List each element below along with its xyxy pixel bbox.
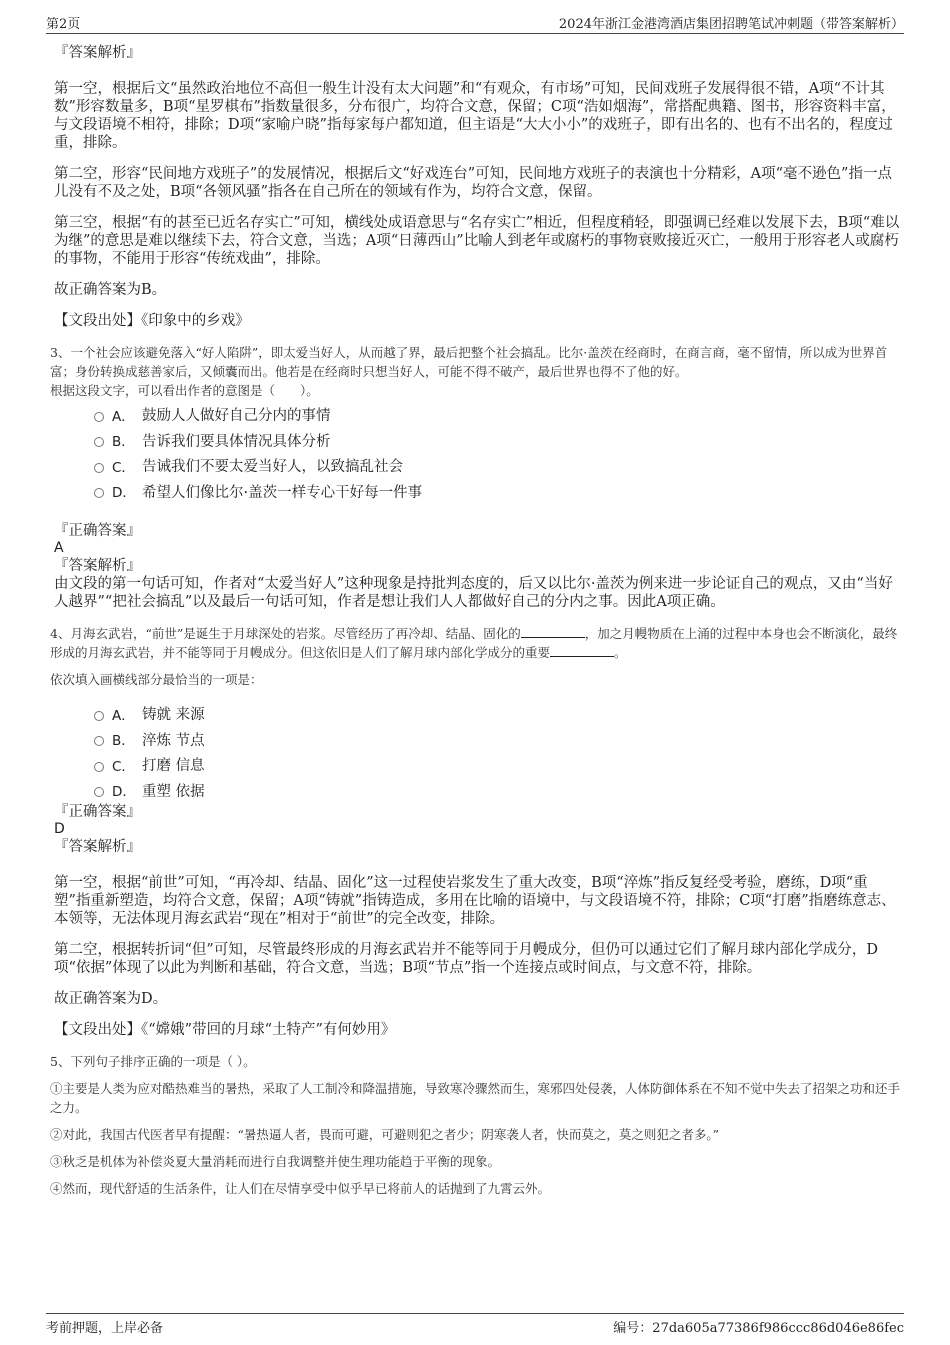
q5-stem: 5、下列句子排序正确的一项是（ ）。 (50, 1054, 256, 1069)
q4-analysis-para2: 第二空，根据转折词“但”可知，尽管最终形成的月海玄武岩并不能等同于月幔成分，但仍可以通过它们了解月球内部化学成分，D项“依据”体现了以此为判断和基础，符合文意，当选；B项“节点”指一个连接点或时间点，与文意不符，排除。 (54, 942, 878, 976)
q5-sentence-3: ③秋乏是机体为补偿炎夏大量消耗而进行自我调整并使生理功能趋于平衡的现象。 (50, 1154, 501, 1169)
q4-source: 【文段出处】《“嫦娥”带回的月球“土特产”有何妙用》 (54, 1022, 396, 1038)
radio-icon[interactable] (94, 787, 104, 797)
q2-analysis-para2: 第二空，形容“民间地方戏班子”的发展情况，根据后文“好戏连台”可知，民间地方戏班子的表演也十分精彩，A项“毫不逊色”指一点儿没有不及之处，B项“各领风骚”指各在自己所在的领域有作为，均符合文意，保留。 (54, 166, 892, 200)
q2-analysis-para1: 第一空，根据后文“虽然政治地位不高但一般生计没有太大问题”和“有观众，有市场”可知，民间戏班子发展得很不错，A项“不计其数”形容数量多，B项“星罗棋布”指数量很多，分布很广，均符合文意，保留；C项“浩如烟海”，常搭配典籍、图书，形容资料丰富，与文段语境不相符，排除；D项“家喻户晓”指每家每户都知道，但主语是“大大小小”的戏班子，即有出名的、也有不出名的，程度过重，排除。 (54, 81, 896, 151)
page-number: 第2页 (46, 17, 81, 32)
document-title: 2024年浙江金港湾酒店集团招聘笔试冲刺题（带答案解析） (558, 17, 904, 32)
q4-option-c[interactable]: C． 打磨 信息 (94, 752, 900, 778)
footer-slogan: 考前押题，上岸必备 (46, 1321, 164, 1336)
q4-correct-answer: D (54, 821, 65, 837)
q2-source: 【文段出处】《印象中的乡戏》 (54, 313, 250, 329)
q3-correct-label: 『正确答案』 (54, 523, 141, 539)
q3-stem: 3、一个社会应该避免落入“好人陷阱”，即太爱当好人，从而越了界，最后把整个社会搞乱。比尔·盖茨在经商时，在商言商，毫不留情，所以成为世界首富；身份转换成慈善家后，又倾囊而出。他若是在经商时只想当好人，可能不得不破产，最后世界也得不了他的好。 (50, 345, 888, 379)
page-content (50, 44, 901, 1198)
q2-analysis-para3: 第三空，根据“有的甚至已近名存实亡”可知，横线处成语意思与“名存实亡”相近，但程度稍轻，即强调已经难以发展下去，B项“难以为继”的意思是难以继续下去，符合文意，当选；A项“日薄西山”比喻人到老年或腐朽的事物衰败接近灭亡，一般用于形容老人或腐朽的事物，不能用于形容“传统戏曲”，排除。 (54, 215, 900, 267)
radio-icon[interactable] (94, 711, 104, 721)
q3-option-d[interactable]: D． 希望人们像比尔·盖茨一样专心干好每一件事 (94, 479, 900, 505)
q4-option-a[interactable]: A． 铸就 来源 (94, 701, 900, 727)
q3-option-a[interactable]: A． 鼓励人人做好自己分内的事情 (94, 402, 900, 428)
q2-conclusion: 故正确答案为B。 (54, 282, 167, 298)
radio-icon[interactable] (94, 412, 104, 422)
q4-options (94, 701, 900, 803)
q4-analysis-para1: 第一空，根据“前世”可知，“再冷却、结晶、固化”这一过程使岩浆发生了重大改变，B项“淬炼”指反复经受考验，磨练，D项“重塑”指重新塑造，均符合文意，保留；A项“铸就”指铸造成，多用在比喻的语境中，与文段语境不符，排除；C项“打磨”指磨练意志、本领等，无法体现月海玄武岩“现在”相对于“前世”的完全改变，排除。 (54, 875, 896, 927)
q4-stem: 4、月海玄武岩，“前世”是诞生于月球深处的岩浆。尽管经历了再冷却、结晶、固化的 ，加之月幔物质在上涌的过程中本身也会不断演化，最终形成的月海玄武岩，并不能等同于月幔成分。但这依旧是人们了解月球内部化学成分的重要 。 (50, 626, 898, 660)
page-footer (46, 1313, 904, 1334)
q5-sentence-2: ②对此，我国古代医者早有提醒：“暑热逼人者，畏而可避，可避则犯之者少；阴寒袭人者，快而莫之，莫之则犯之者多。” (50, 1127, 720, 1142)
q3-options (94, 402, 900, 504)
q4-question: 依次填入画横线部分最恰当的一项是： (50, 672, 263, 687)
radio-icon[interactable] (94, 762, 104, 772)
q4-analysis-label: 『答案解析』 (54, 839, 141, 855)
radio-icon[interactable] (94, 437, 104, 447)
q3-question: 根据这段文字，可以看出作者的意图是（ ）。 (50, 383, 319, 398)
q4-correct-label: 『正确答案』 (54, 804, 141, 820)
radio-icon[interactable] (94, 463, 104, 473)
q3-option-c[interactable]: C． 告诫我们不要太爱当好人，以致搞乱社会 (94, 453, 900, 479)
q4-option-d[interactable]: D． 重塑 依据 (94, 778, 900, 804)
q2-analysis-label: 『答案解析』 (54, 45, 141, 61)
footer-serial-number: 编号：27da605a77386f986ccc86d046e86fec (613, 1321, 904, 1336)
q5-sentence-1: ①主要是人类为应对酷热难当的暑热，采取了人工制冷和降温措施，导致寒冷骤然而生，寒邪四处侵袭，人体防御体系在不知不觉中失去了招架之功和还手之力。 (50, 1081, 901, 1115)
q4-blank-1 (521, 625, 585, 638)
q3-analysis: 由文段的第一句话可知，作者对“太爱当好人”这种现象是持批判态度的，后又以比尔·盖茨为例来进一步论证自己的观点，又由“当好人越界”“把社会搞乱”以及最后一句话可知，作者是想让我们人人都做好自己的分内之事。因此A项正确。 (54, 576, 893, 610)
q3-correct-answer: A (54, 540, 64, 556)
radio-icon[interactable] (94, 488, 104, 498)
q4-blank-2 (550, 644, 614, 657)
q4-option-b[interactable]: B． 淬炼 节点 (94, 727, 900, 753)
q5-sentence-4: ④然而，现代舒适的生活条件，让人们在尽情享受中似乎早已将前人的话抛到了九霄云外。 (50, 1181, 551, 1196)
radio-icon[interactable] (94, 736, 104, 746)
page-header (46, 11, 904, 34)
q3-analysis-label: 『答案解析』 (54, 558, 141, 574)
q3-option-b[interactable]: B． 告诉我们要具体情况具体分析 (94, 428, 900, 454)
q4-conclusion: 故正确答案为D。 (54, 991, 168, 1007)
